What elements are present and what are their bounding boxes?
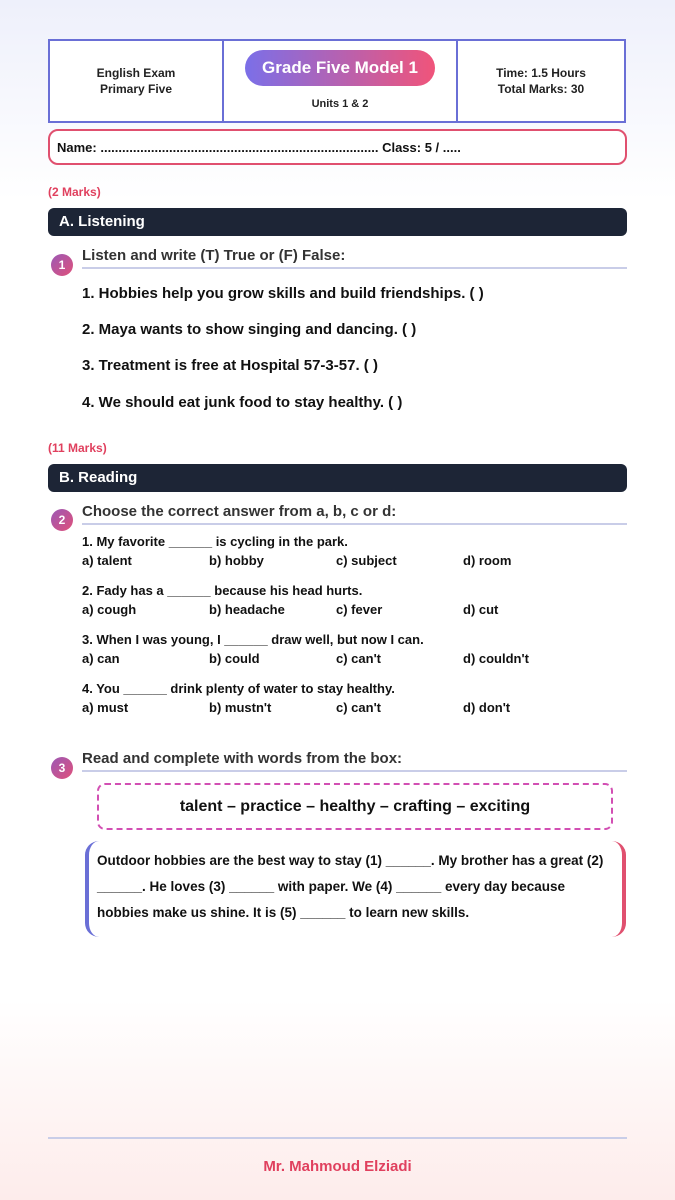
footer-divider bbox=[48, 1137, 627, 1139]
mcq-stem: 1. My favorite ______ is cycling in the park. bbox=[82, 534, 348, 549]
option-d[interactable]: d) room bbox=[463, 553, 512, 568]
exam-title-cell bbox=[224, 41, 458, 121]
option-c[interactable]: c) subject bbox=[336, 553, 397, 568]
exam-subject: English Exam bbox=[96, 66, 176, 80]
exam-units: Units 1 & 2 bbox=[311, 98, 369, 110]
mcq-stem: 2. Fady has a ______ because his head hurts. bbox=[82, 583, 363, 598]
teacher-name: Mr. Mahmoud Elziadi bbox=[263, 1158, 412, 1175]
mcq-item bbox=[82, 679, 622, 717]
mcq-item bbox=[82, 532, 622, 570]
question-2-instruction: Choose the correct answer from a, b, c or d: bbox=[82, 503, 627, 525]
mcq-stem: 4. You ______ drink plenty of water to stay healthy. bbox=[82, 681, 395, 696]
question-3-instruction: Read and complete with words from the box: bbox=[82, 750, 627, 772]
option-c[interactable]: c) can't bbox=[336, 651, 381, 666]
option-c[interactable]: c) can't bbox=[336, 700, 381, 715]
option-a[interactable]: a) cough bbox=[82, 602, 137, 617]
section-a-title: A. Listening bbox=[48, 208, 627, 236]
option-b[interactable]: b) headache bbox=[209, 602, 285, 617]
exam-total-marks: Total Marks: 30 bbox=[497, 82, 585, 96]
question-2-number: 2 bbox=[51, 509, 73, 531]
section-b-marks: (11 Marks) bbox=[48, 441, 107, 455]
question-1-instruction: Listen and write (T) True or (F) False: bbox=[82, 247, 627, 269]
exam-time: Time: 1.5 Hours bbox=[496, 66, 586, 80]
name-class-field[interactable]: Name: ............................................................................. Class: 5 / ..... bbox=[48, 129, 627, 165]
option-a[interactable]: a) can bbox=[82, 651, 120, 666]
word-box: talent – practice – healthy – crafting – exciting bbox=[97, 783, 613, 830]
tf-item: 1. Hobbies help you grow skills and build friendships. ( ) bbox=[82, 285, 484, 302]
option-c[interactable]: c) fever bbox=[336, 602, 383, 617]
section-b-title: B. Reading bbox=[48, 464, 627, 492]
tf-item: 3. Treatment is free at Hospital 57-3-57. ( ) bbox=[82, 357, 378, 374]
mcq-stem: 3. When I was young, I ______ draw well, but now I can. bbox=[82, 632, 424, 647]
question-3-number: 3 bbox=[51, 757, 73, 779]
reading-passage: Outdoor hobbies are the best way to stay (1) ______. My brother has a great (2) ______. He loves (3) ______ with paper. We (4) ______ every day because hobbies make us shine. It is (5) ______ to learn new skills. bbox=[85, 841, 626, 937]
option-d[interactable]: d) couldn't bbox=[463, 651, 529, 666]
tf-item: 4. We should eat junk food to stay healthy. ( ) bbox=[82, 394, 403, 411]
exam-header bbox=[48, 39, 626, 123]
option-a[interactable]: a) talent bbox=[82, 553, 132, 568]
option-a[interactable]: a) must bbox=[82, 700, 129, 715]
mcq-item bbox=[82, 581, 622, 619]
option-d[interactable]: d) don't bbox=[463, 700, 511, 715]
option-b[interactable]: b) hobby bbox=[209, 553, 264, 568]
exam-title: Grade Five Model 1 bbox=[245, 50, 435, 86]
option-b[interactable]: b) mustn't bbox=[209, 700, 272, 715]
exam-info bbox=[50, 41, 224, 121]
option-d[interactable]: d) cut bbox=[463, 602, 499, 617]
exam-meta bbox=[458, 41, 624, 121]
option-b[interactable]: b) could bbox=[209, 651, 260, 666]
exam-level: Primary Five bbox=[99, 82, 173, 96]
question-1-number: 1 bbox=[51, 254, 73, 276]
mcq-item bbox=[82, 630, 622, 668]
section-a-marks: (2 Marks) bbox=[48, 185, 101, 199]
tf-item: 2. Maya wants to show singing and dancing. ( ) bbox=[82, 321, 417, 338]
